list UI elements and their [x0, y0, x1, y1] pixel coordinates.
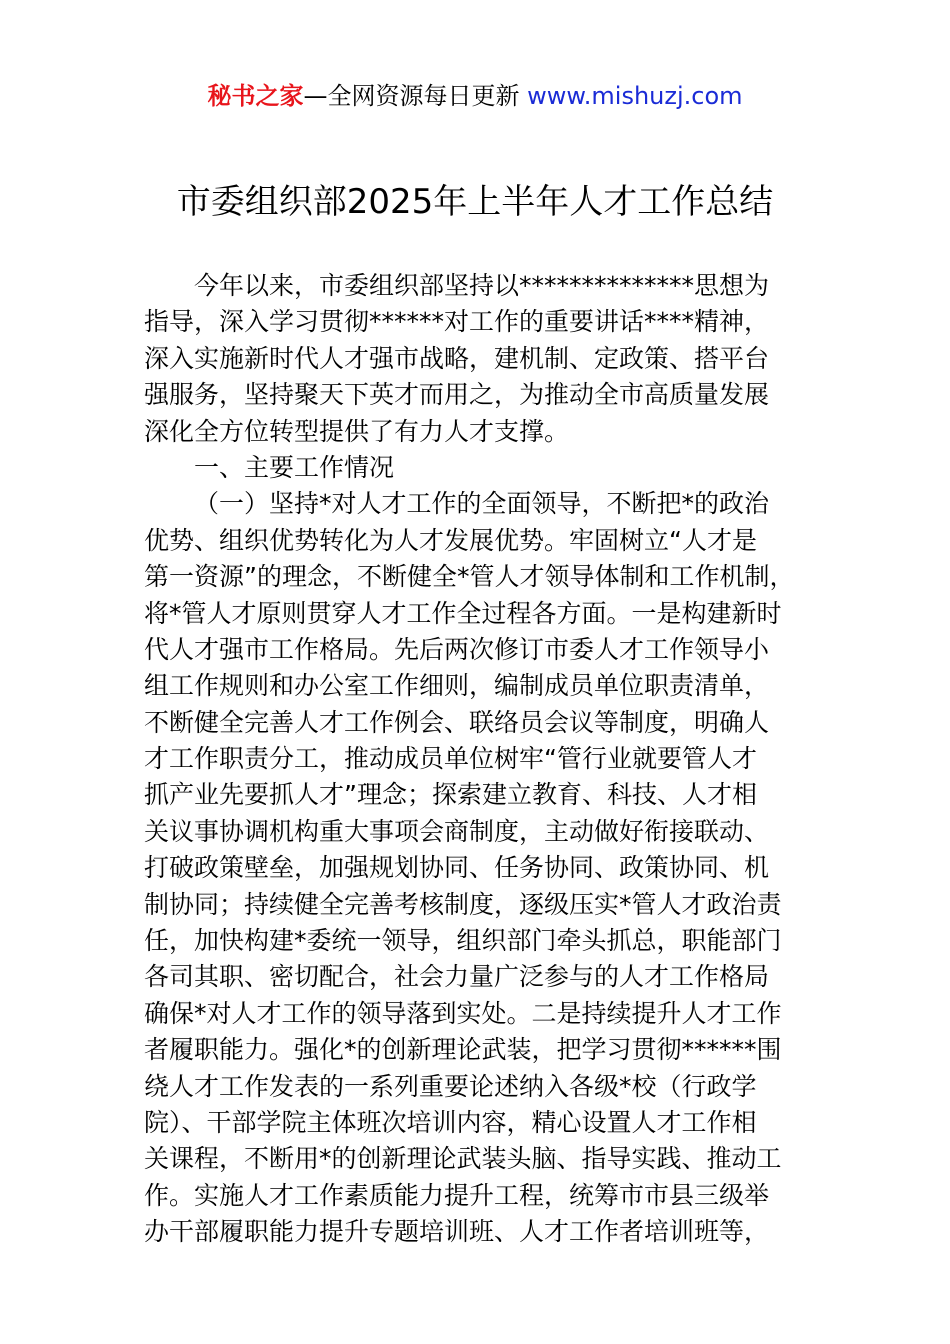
- site-slogan: —全网资源每日更新: [303, 82, 520, 110]
- body-line: 制协同；持续健全完善考核制度，逐级压实*管人才政治责: [144, 889, 782, 919]
- body-line: 关课程，不断用*的创新理论武装头脑、指导实践、推动工: [144, 1144, 782, 1174]
- body-line: 绕人才工作发表的一系列重要论述纳入各级*校（行政学: [144, 1071, 757, 1101]
- site-brand: 秘书之家: [207, 82, 304, 110]
- body-line: 抓产业先要抓人才”理念；探索建立教育、科技、人才相: [144, 780, 757, 810]
- body-line: 将*管人才原则贯穿人才工作全过程各方面。一是构建新时: [144, 598, 782, 628]
- body-line: （一）坚持*对人才工作的全面领导，不断把*的政治: [194, 489, 770, 519]
- body-line: 深化全方位转型提供了有力人才支撑。: [144, 416, 570, 446]
- body-line: 确保*对人才工作的领导落到实处。二是持续提升人才工作: [144, 998, 782, 1028]
- body-line: 优势、组织优势转化为人才发展优势。牢固树立“人才是: [144, 525, 757, 555]
- body-line: 关议事协调机构重大事项会商制度，主动做好衔接联动、: [144, 816, 770, 846]
- body-line: 指导，深入学习贯彻******对工作的重要讲话****精神，: [144, 307, 770, 337]
- body-line: 打破政策壁垒，加强规划协同、任务协同、政策协同、机: [144, 853, 770, 883]
- document-title: 市委组织部2025年上半年人才工作总结: [176, 182, 774, 222]
- section-heading: 一、主要工作情况: [194, 452, 395, 482]
- body-line: 才工作职责分工，推动成员单位树牢“管行业就要管人才: [144, 744, 757, 774]
- body-line: 者履职能力。强化*的创新理论武装，把学习贯彻******围: [144, 1035, 782, 1065]
- body-line: 任，加快构建*委统一领导，组织部门牵头抓总，职能部门: [144, 926, 782, 956]
- site-url-link[interactable]: www.mishuzj.com: [527, 82, 743, 110]
- body-line: 作。实施人才工作素质能力提升工程，统筹市市县三级举: [144, 1180, 770, 1210]
- site-banner: [0, 78, 950, 114]
- body-line: 不断健全完善人才工作例会、联络员会议等制度，明确人: [144, 707, 770, 737]
- body-line: 代人才强市工作格局。先后两次修订市委人才工作领导小: [144, 634, 770, 664]
- body-line: 院）、干部学院主体班次培训内容，精心设置人才工作相: [144, 1107, 757, 1137]
- document-body: [144, 268, 824, 1251]
- body-line: 第一资源”的理念，不断健全*管人才领导体制和工作机制，: [144, 562, 795, 592]
- body-line: 强服务，坚持聚天下英才而用之，为推动全市高质量发展: [144, 380, 770, 410]
- body-line: 办干部履职能力提升专题培训班、人才工作者培训班等，: [144, 1217, 770, 1247]
- body-line: 今年以来，市委组织部坚持以**************思想为: [194, 271, 770, 300]
- body-line: 各司其职、密切配合，社会力量广泛参与的人才工作格局: [144, 962, 770, 992]
- body-line: 组工作规则和办公室工作细则，编制成员单位职责清单，: [144, 671, 770, 701]
- body-line: 深入实施新时代人才强市战略，建机制、定政策、搭平台: [144, 343, 770, 373]
